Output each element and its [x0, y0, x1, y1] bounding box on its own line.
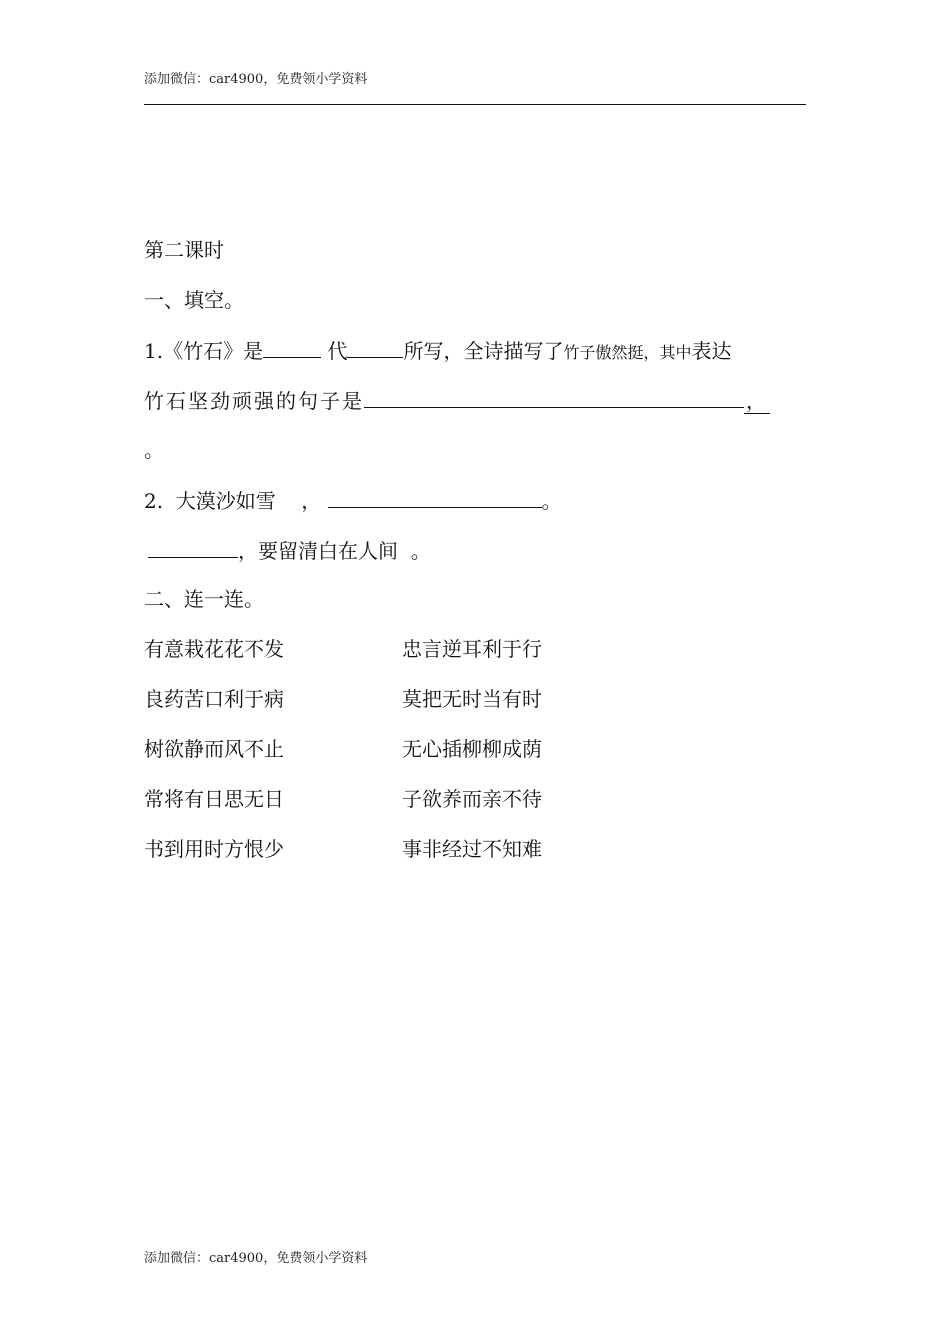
- match-right-3[interactable]: 无心插柳柳成荫: [402, 737, 542, 761]
- section1-heading: 一、填空。: [144, 288, 244, 312]
- q2-period: 。: [541, 489, 562, 513]
- q1-line2: 竹石坚劲顽强的句子是: [144, 389, 364, 413]
- match-left-4[interactable]: 常将有日思无日: [144, 787, 284, 811]
- q1-small: 竹子傲然挺，其中: [563, 343, 692, 362]
- match-right-1[interactable]: 忠言逆耳利于行: [402, 637, 542, 661]
- q1-comma: ，: [746, 389, 768, 413]
- q1-after: 所写，全诗描写了: [403, 339, 564, 363]
- q1-period: 。: [144, 438, 164, 462]
- question-1-line-2: [144, 387, 770, 414]
- match-left-1[interactable]: 有意栽花花不发: [144, 637, 284, 661]
- header-divider: [144, 104, 806, 105]
- q1-blank-dynasty[interactable]: [263, 337, 321, 358]
- q2-number: 2.: [144, 489, 164, 513]
- q2-text: 大漠沙如雪: [175, 489, 276, 513]
- q1-end: 表达: [691, 339, 732, 363]
- lesson-title: 第二课时: [144, 238, 224, 262]
- page-footer: 添加微信：car4900，免费领小学资料: [144, 1251, 368, 1266]
- section2-heading: 二、连一连。: [144, 587, 264, 611]
- match-right-5[interactable]: 事非经过不知难: [402, 837, 542, 861]
- q1-blank-answer-a[interactable]: [364, 387, 744, 408]
- q1-mid: 代: [327, 339, 348, 363]
- question-1-line-1: [144, 337, 731, 365]
- match-left-2[interactable]: 良药苦口利于病: [144, 687, 284, 711]
- match-right-4[interactable]: 子欲养而亲不待: [402, 787, 542, 811]
- match-right-2[interactable]: 莫把无时当有时: [402, 687, 542, 711]
- q2-line2-text: ，要留清白在人间: [238, 539, 398, 563]
- page-header: 添加微信：car4900，免费领小学资料: [144, 72, 368, 87]
- match-left-5[interactable]: 书到用时方恨少: [144, 837, 284, 861]
- q2-line2-period: 。: [410, 539, 431, 563]
- question-2-line-1: [144, 487, 562, 513]
- match-left-3[interactable]: 树欲静而风不止: [144, 737, 284, 761]
- q2-comma: ，: [301, 489, 322, 513]
- q2-blank-1[interactable]: [328, 487, 542, 508]
- q2-blank-2[interactable]: [148, 537, 238, 558]
- q1-prefix: 1.《竹石》是: [144, 339, 264, 363]
- question-2-line-2: [144, 537, 431, 563]
- q1-blank-author[interactable]: [347, 337, 403, 358]
